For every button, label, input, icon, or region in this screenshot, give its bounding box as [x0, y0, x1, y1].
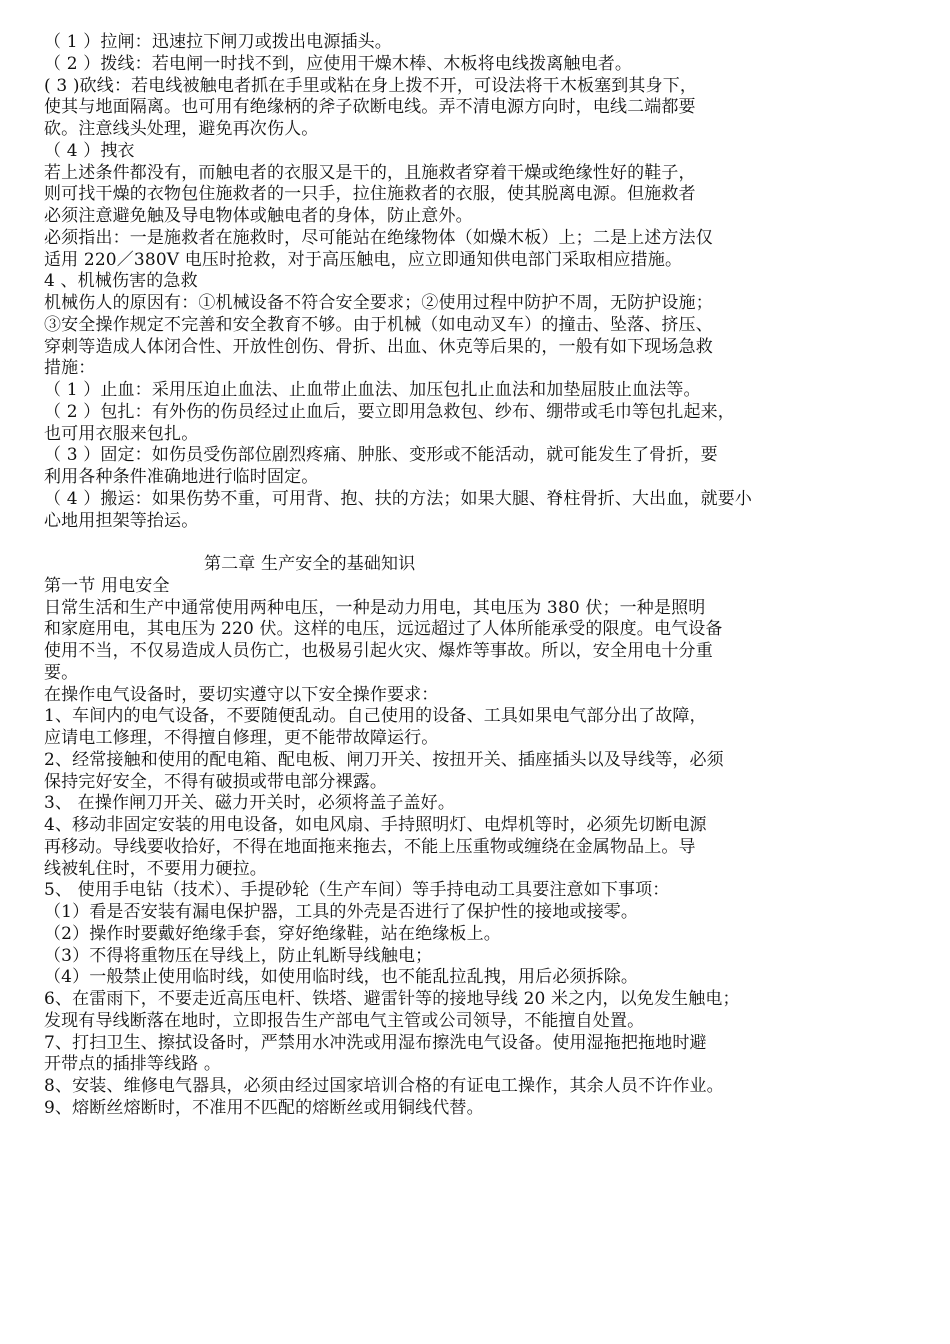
text-line: 必须注意避免触及导电物体或触电者的身体，防止意外。 — [44, 206, 473, 226]
first-aid-section — [44, 32, 910, 532]
text-line: 4、移动非固定安装的用电设备，如电风扇、手持照明灯、电焊机等时，必须先切断电源 — [44, 815, 707, 835]
text-line: （ 3 ）固定：如伤员受伤部位剧烈疼痛、肿胀、变形或不能活动，就可能发生了骨折，要 — [44, 445, 718, 466]
text-line: 发现有导线断落在地时，立即报告生产部电气主管或公司领导，不能擅自处置。 — [44, 1010, 645, 1031]
text-line: 使用不当，不仅易造成人员伤亡，也极易引起火灾、爆炸等事故。所以，安全用电十分重 — [44, 641, 713, 661]
text-line: 措施： — [44, 358, 96, 379]
text-line: 心地用担架等抬运。 — [44, 510, 199, 531]
text-line: （ 2 ）包扎：有外伤的伤员经过止血后，要立即用急救包、纱布、绷带或毛巾等包扎起来， — [44, 401, 735, 422]
text-line: （ 2 ）拨线：若电闸一时找不到，应使用干燥木棒、木板将电线拨离触电者。 — [44, 53, 633, 74]
chapter-title: 第二章 生产安全的基础知识 — [204, 554, 416, 574]
text-line: 使其与地面隔离。也可用有绝缘柄的斧子砍断电线。弄不清电源方向时，电线二端都要 — [44, 97, 696, 118]
text-line: 开带点的插排等线路 。 — [44, 1054, 222, 1075]
text-line: 8、安装、维修电气器具，必须由经过国家培训合格的有证电工操作，其余人员不许作业。 — [44, 1076, 724, 1096]
text-line: （3）不得将重物压在导线上，防止轧断导线触电； — [44, 945, 433, 966]
text-line: 再移动。导线要收拾好，不得在地面拖来拖去，不能上压重物或缠绕在金属物品上。导 — [44, 836, 696, 857]
text-line: （1）看是否安装有漏电保护器，工具的外壳是否进行了保护性的接地或接零。 — [44, 902, 639, 922]
text-line: 和家庭用电，其电压为 220 伏。这样的电压，远远超过了人体所能承受的限度。电气设备 — [44, 619, 723, 640]
text-line: 线被轧住时，不要用力硬拉。 — [44, 858, 267, 879]
text-line: （4）一般禁止使用临时线，如使用临时线，也不能乱拉乱拽，用后必须拆除。 — [44, 967, 639, 988]
text-line: 2、经常接触和使用的配电箱、配电板、闸刀开关、按扭开关、插座插头以及导线等，必须 — [44, 749, 724, 770]
section-heading: 第一节 用电安全 — [44, 575, 170, 596]
text-line: ( 3 )砍线：若电线被触电者抓在手里或粘在身上拨不开，可设法将干木板塞到其身下， — [44, 75, 698, 96]
text-line: 必须指出：一是施救者在施救时，尽可能站在绝缘物体（如燥木板）上；二是上述方法仅 — [44, 227, 713, 248]
blank-line — [44, 532, 910, 554]
text-line: （2）操作时要戴好绝缘手套，穿好绝缘鞋，站在绝缘板上。 — [44, 923, 501, 944]
text-line: 3、 在操作闸刀开关、磁力开关时，必须将盖子盖好。 — [44, 793, 455, 814]
text-line: 日常生活和生产中通常使用两种电压，一种是动力用电，其电压为 380 伏；一种是照明 — [44, 597, 706, 618]
text-line: 穿刺等造成人体闭合性、开放性创伤、骨折、出血、休克等后果的，一般有如下现场急救 — [44, 336, 713, 357]
text-line: 在操作电气设备时，要切实遵守以下安全操作要求： — [44, 684, 439, 705]
section-heading: 4 、机械伤害的急救 — [44, 271, 198, 292]
text-line: 6、在雷雨下，不要走近高压电杆、铁塔、避雷针等的接地导线 20 米之内，以免发生触电； — [44, 989, 740, 1009]
text-line: 则可找干燥的衣物包住施救者的一只手，拉住施救者的衣服，使其脱离电源。但施救者 — [44, 184, 696, 205]
text-line: 7、打扫卫生、擦拭设备时，严禁用水冲洗或用湿布擦洗电气设备。使用湿拖把拖地时避 — [44, 1032, 707, 1053]
text-line: （ 1 ）止血：采用压迫止血法、止血带止血法、加压包扎止血法和加垫屈肢止血法等。 — [44, 380, 701, 400]
text-line: 5、 使用手电钻（技术）、手提砂轮（生产车间）等手持电动工具要注意如下事项： — [44, 880, 670, 901]
text-line: 适用 220／380V 电压时抢救，对于高压触电，应立即通知供电部门采取相应措施。 — [44, 249, 683, 270]
text-line: 1、车间内的电气设备，不要随便乱动。自己使用的设备、工具如果电气部分出了故障， — [44, 706, 707, 727]
electrical-safety-section — [44, 576, 910, 1120]
text-line: 9、熔断丝熔断时，不准用不匹配的熔断丝或用铜线代替。 — [44, 1097, 484, 1118]
text-line: 也可用衣服来包扎。 — [44, 423, 199, 444]
text-line: 利用各种条件准确地进行临时固定。 — [44, 467, 319, 487]
text-line: （ 1 ）拉闸：迅速拉下闸刀或拨出电源插头。 — [44, 32, 392, 52]
text-line: 若上述条件都没有，而触电者的衣服又是干的，且施救者穿着干燥或绝缘性好的鞋子， — [44, 162, 696, 183]
text-line: 要。 — [44, 662, 79, 683]
text-line: （ 4 ）搬运：如果伤势不重，可用背、抱、扶的方法；如果大腿、脊柱骨折、大出血，就要小 — [44, 488, 753, 509]
text-line: ③安全操作规定不完善和安全教育不够。由于机械（如电动叉车）的撞击、坠落、挤压、 — [44, 314, 713, 335]
text-line: 应请电工修理，不得擅自修理，更不能带故障运行。 — [44, 728, 439, 748]
text-line: （ 4 ）拽衣 — [44, 140, 135, 161]
text-line: 保持完好安全，不得有破损或带电部分裸露。 — [44, 771, 387, 792]
text-line: 砍。注意线头处理，避免再次伤人。 — [44, 119, 319, 139]
text-line: 机械伤人的原因有：①机械设备不符合安全要求；②使用过程中防护不周，无防护设施； — [44, 293, 713, 313]
